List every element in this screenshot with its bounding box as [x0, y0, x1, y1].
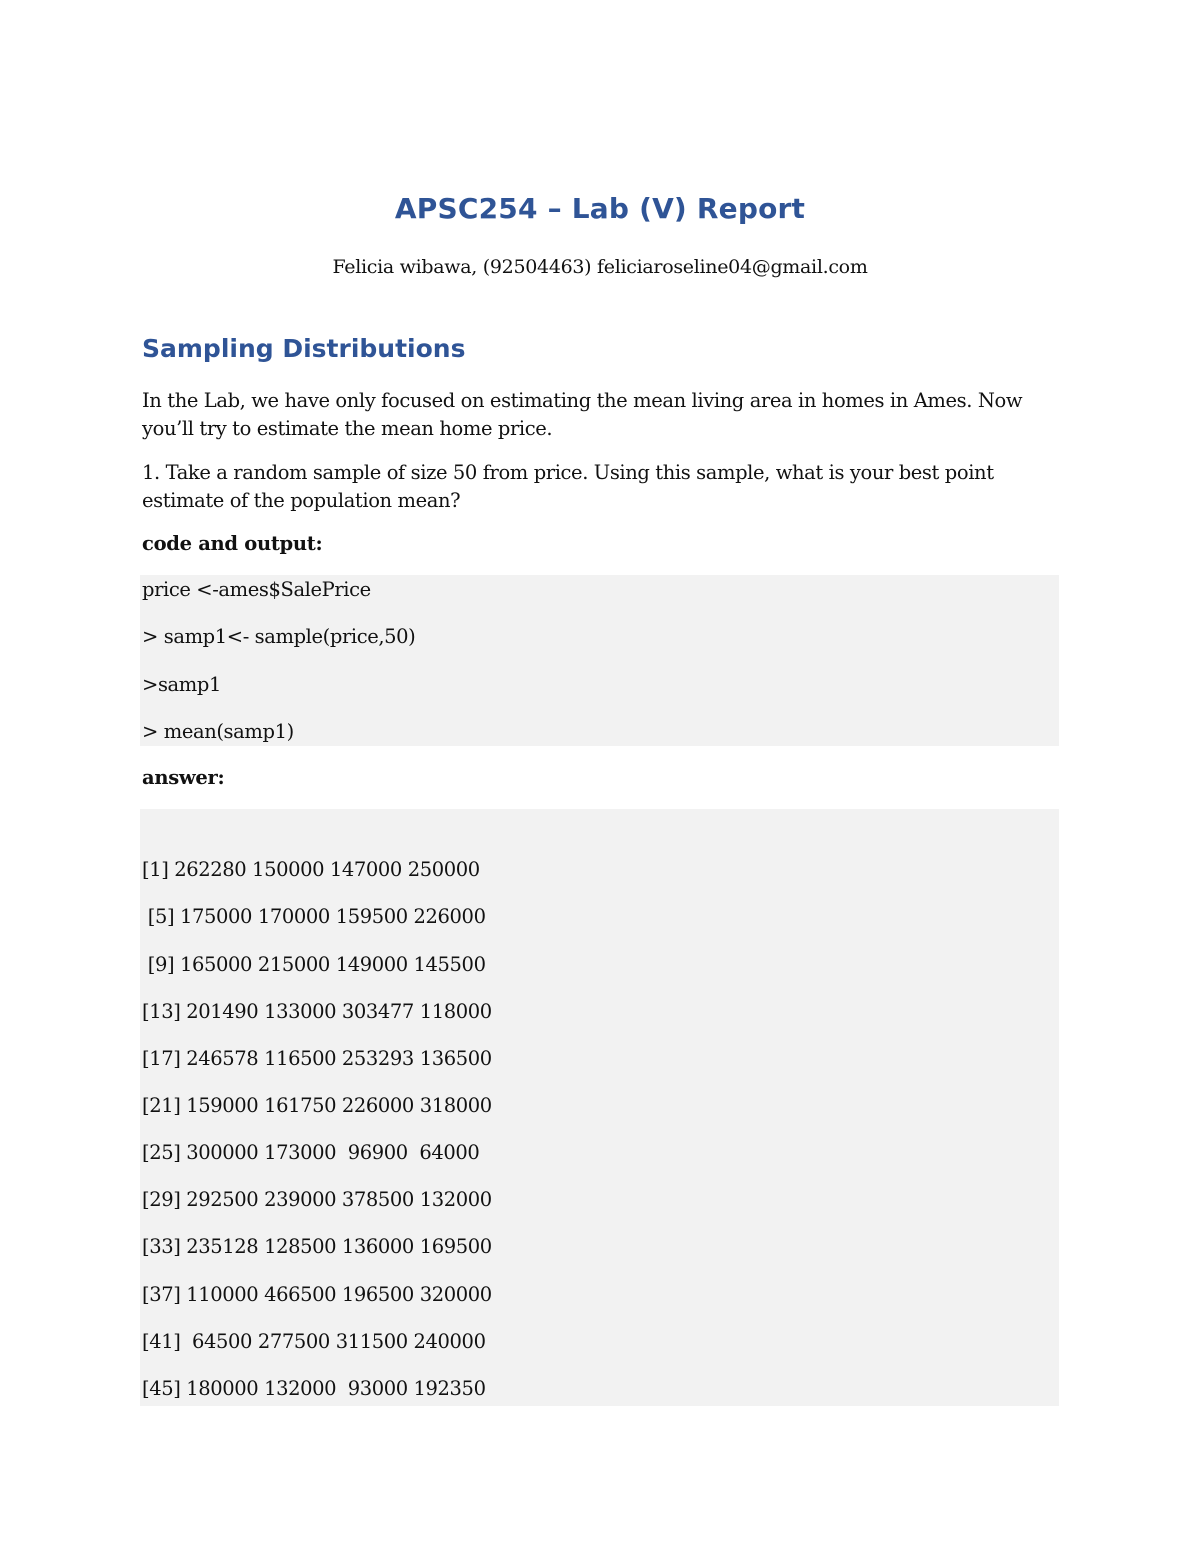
output-line: [41] 64500 277500 311500 240000	[142, 1330, 486, 1353]
output-line: [17] 246578 116500 253293 136500	[142, 1047, 492, 1070]
document-title: APSC254 – Lab (V) Report	[394, 192, 806, 225]
answer-label: answer:	[142, 766, 225, 789]
output-line: [29] 292500 239000 378500 132000	[142, 1188, 492, 1211]
output-line: [1] 262280 150000 147000 250000	[142, 858, 480, 881]
output-line: [13] 201490 133000 303477 118000	[142, 1000, 492, 1023]
output-line: [9] 165000 215000 149000 145500	[142, 953, 486, 976]
code-label: code and output:	[142, 532, 323, 555]
code-line: > samp1<- sample(price,50)	[142, 625, 416, 648]
output-line: [5] 175000 170000 159500 226000	[142, 905, 486, 928]
author-line: Felicia wibawa, (92504463) feliciaroseline04@gmail.com	[332, 256, 868, 278]
code-line: >samp1	[142, 673, 221, 696]
output-line: [37] 110000 466500 196500 320000	[142, 1283, 492, 1306]
output-line: [33] 235128 128500 136000 169500	[142, 1235, 492, 1258]
output-line: [25] 300000 173000 96900 64000	[142, 1141, 480, 1164]
question-1: 1. Take a random sample of size 50 from price. Using this sample, what is your best point estimate of the population mean?	[142, 461, 994, 512]
section-heading: Sampling Distributions	[142, 334, 466, 363]
code-line: price <-ames$SalePrice	[142, 578, 371, 601]
output-line: [45] 180000 132000 93000 192350	[142, 1377, 486, 1400]
intro-paragraph: In the Lab, we have only focused on estimating the mean living area in homes in Ames. Now you’ll try to estimate the mean home price.	[142, 389, 1023, 440]
code-line: > mean(samp1)	[142, 720, 294, 743]
output-line: [21] 159000 161750 226000 318000	[142, 1094, 492, 1117]
